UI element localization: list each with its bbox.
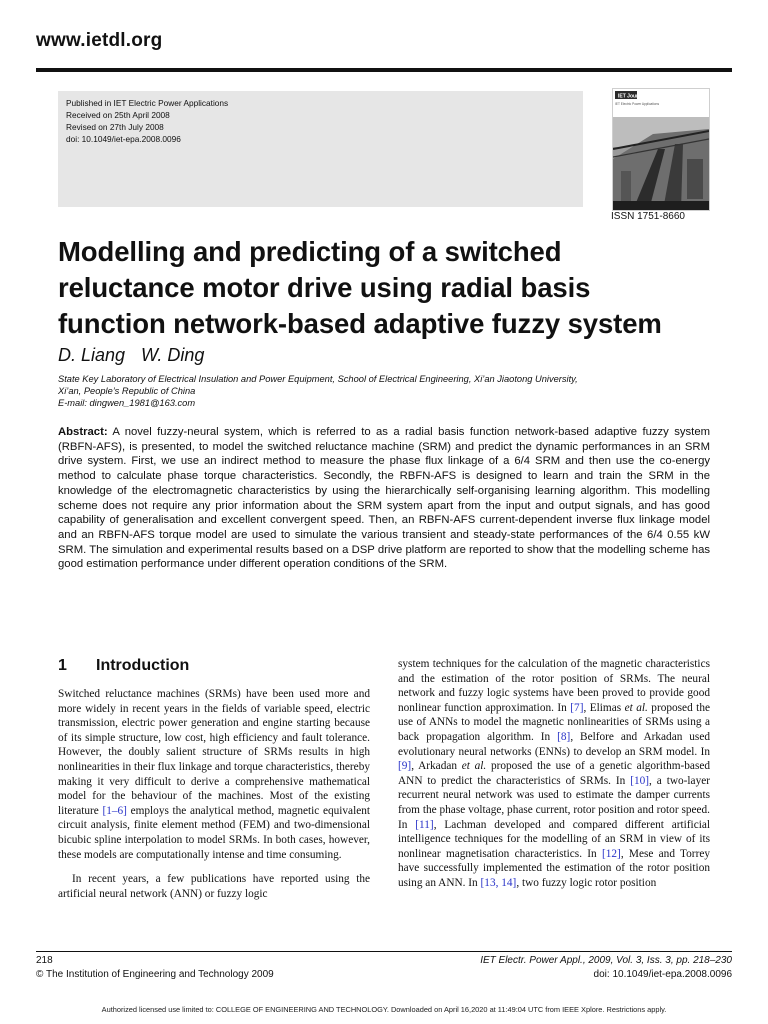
author-name: D. Liang xyxy=(58,345,126,365)
text-run: , two fuzzy logic rotor position xyxy=(516,876,657,889)
author-email[interactable]: E-mail: dingwen_1981@163.com xyxy=(58,398,196,408)
section-number: 1 xyxy=(58,657,67,674)
text-run: Switched reluctance machines (SRMs) have been used more and more widely in recent years in the fields of variable speed, electric transmission, electric power generation and engine starting because of its simple structure, low cost, high efficiency and fault tolerance. However, the doubly salient structure of SRMs results in high nonlinearities in their flux linkage and torque characteristics, thereby making it very difficult to derive a comprehensive mathematical model for the behaviour of the machines. Most of the existing literature xyxy=(58,688,370,817)
cover-subtitle: IET Electric Power Applications xyxy=(615,102,660,106)
author-list xyxy=(58,345,220,366)
cover-brand: IET Journals xyxy=(618,93,649,100)
citation-link[interactable]: [7] xyxy=(570,701,584,714)
header-rule xyxy=(36,68,732,72)
footer-rule xyxy=(36,951,732,952)
citation-link[interactable]: [8] xyxy=(557,730,571,743)
column-left xyxy=(58,657,370,901)
text-run: proposed the use of ANNs to model the magnetic nonlinearities of SRMs using a back propagation algorithm. In xyxy=(398,701,710,743)
affiliation-line: State Key Laboratory of Electrical Insulation and Power Equipment, School of Electrical Engineering, Xi’an Jiaotong University, xyxy=(58,374,578,384)
abstract-label: Abstract: xyxy=(58,426,108,438)
text-run: , a two-layer recurrent neural network was used to estimate the damper currents from the phase voltage, phase current, rotor position and rotor speed. In xyxy=(398,774,710,831)
paper-title xyxy=(58,234,738,342)
citation-link[interactable]: [1–6] xyxy=(102,804,127,817)
abstract-text: A novel fuzzy-neural system, which is referred to as a radial basis function network-based adaptive fuzzy system (RBFN-AFS), is presented, to model the switched reluctance machine (SRM) and predict the dynamic performances in an SRM drive system. First, we use an indirect method to measure the phase flux linkage of a 6/4 SRM and then use the co-energy method to calculate phase torque characteristics. Secondly, the RBFN-AFS is designed to learn and train the SRM in the knowledge of the electromagnetic characteristics by using the hierarchically self-organising learning algorithm. This modelling scheme does not require any prior information about the SRM system apart from the input and output signals, and has good capability of generalisation and excellent convergent speed. Then, an RBFN-AFS current-dependent inverse flux linkage model and an RBFN-AFS torque model are used to simulate the various transient and steady-state performances of the 6/4 0.55 kW SRM. The simulation and experimental results based on a DSP drive platform are reported to show that the modelling scheme has good estimation performance under different operation conditions of the SRM. xyxy=(58,426,711,571)
column-right xyxy=(398,657,710,891)
text-run: , Lachman developed and compared different artificial intelligence techniques for the modelling of an SRM in view of its nonlinear magnetisation characteristics. In xyxy=(398,818,710,860)
affiliation xyxy=(58,373,718,409)
text-run: , Mese and Torrey have successfully implemented the estimation of the rotor position using an ANN. In xyxy=(398,847,710,889)
title-line: reluctance motor drive using radial basis xyxy=(58,272,591,303)
pubinfo-received: Received on 25th April 2008 xyxy=(66,110,170,120)
pubinfo-revised: Revised on 27th July 2008 xyxy=(66,122,164,132)
paragraph: In recent years, a few publications have reported using the artificial neural network (ANN) or fuzzy logic xyxy=(58,873,370,900)
author-name: W. Ding xyxy=(141,345,205,365)
text-run: system techniques for the calculation of the magnetic characteristics and the estimation of the rotor position of SRMs. The neural network and fuzzy logic systems have been proved to provide good nonlinear function approximation. In xyxy=(398,658,710,714)
text-run: et al. xyxy=(461,760,487,773)
citation-link[interactable]: [10] xyxy=(630,774,650,787)
footer-doi: doi: 10.1049/iet-epa.2008.0096 xyxy=(593,969,732,980)
citation-link[interactable]: [9] xyxy=(398,760,412,773)
journal-cover-graphic xyxy=(613,89,709,210)
text-run: employs the analytical method, magnetic equivalent circuit analysis, finite element method (FEM) and two-dimensional bicubic spline interpolation to model SRMs. In both cases, however, these models are computationally intense and time consuming. xyxy=(58,804,371,861)
section-heading xyxy=(58,657,370,675)
abstract xyxy=(58,425,710,572)
text-run: , Arkadan xyxy=(411,760,462,773)
text-run: proposed the use of a genetic algorithm-based ANN to predict the characteristics of SRMs. In xyxy=(398,760,711,787)
text-run: et al. xyxy=(624,701,648,714)
issn-label: ISSN 1751-8660 xyxy=(611,211,685,222)
text-run: , Belfore and Arkadan used evolutionary neural networks (ENNs) to develop an SRM model. In xyxy=(398,730,710,758)
journal-cover-image xyxy=(612,88,710,211)
site-url[interactable]: www.ietdl.org xyxy=(36,30,163,51)
paragraph xyxy=(58,687,370,862)
paragraph xyxy=(398,657,710,891)
journal-citation: IET Electr. Power Appl., 2009, Vol. 3, Iss. 3, pp. 218–230 xyxy=(480,955,732,966)
citation-link[interactable]: [13, 14] xyxy=(480,876,517,889)
citation-link[interactable]: [12] xyxy=(601,847,621,860)
citation-link[interactable]: [11] xyxy=(415,818,434,831)
pubinfo-published: Published in IET Electric Power Applications xyxy=(66,98,229,108)
title-line: Modelling and predicting of a switched xyxy=(58,236,562,267)
pubinfo-doi: doi: 10.1049/iet-epa.2008.0096 xyxy=(66,134,181,144)
copyright-notice: © The Institution of Engineering and Technology 2009 xyxy=(36,969,274,980)
affiliation-line: Xi’an, People’s Republic of China xyxy=(58,386,196,396)
section-title: Introduction xyxy=(96,657,190,674)
text-run: , Elimas xyxy=(583,701,625,714)
title-line: function network-based adaptive fuzzy system xyxy=(58,308,662,339)
publication-info-box xyxy=(58,91,583,207)
authorized-use-notice: Authorized licensed use limited to: COLLEGE OF ENGINEERING AND TECHNOLOGY. Downloaded on April 16,2020 at 11:49:04 UTC from IEEE Xplore. Restrictions apply. xyxy=(101,1005,667,1014)
page-number: 218 xyxy=(36,955,53,966)
